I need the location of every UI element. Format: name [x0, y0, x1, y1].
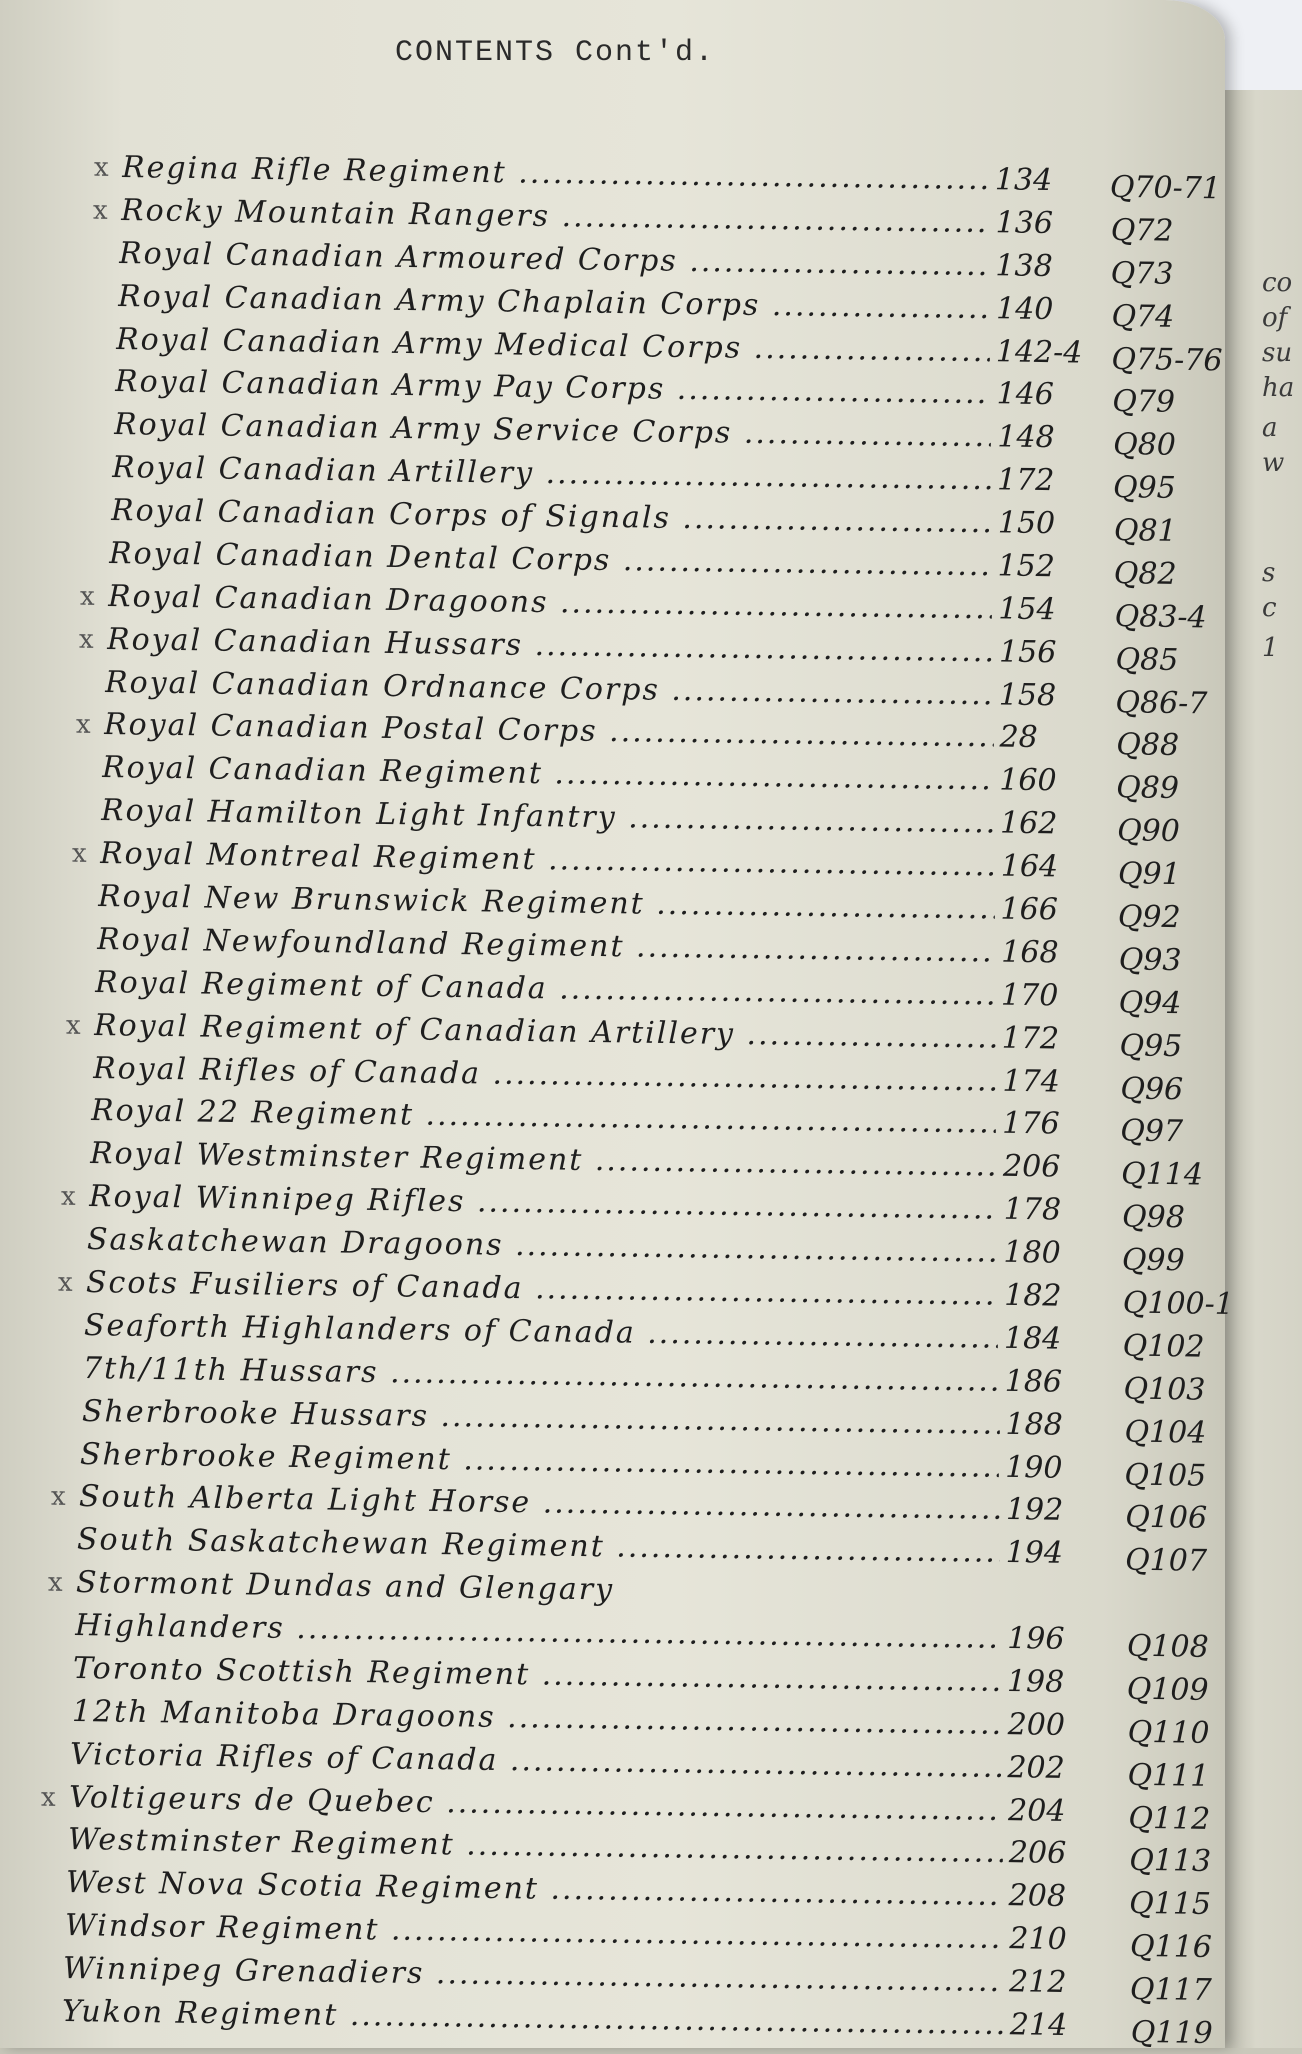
reference-code: Q107 — [1125, 1542, 1208, 1580]
page-number: 174 — [1001, 1063, 1060, 1100]
entry-title: Scots Fusiliers of Canada ..... — [85, 1263, 998, 1316]
reference-code: Q95 — [1119, 1027, 1183, 1064]
page-number: 184 — [1004, 1320, 1062, 1357]
page-number: 192 — [1005, 1492, 1064, 1529]
reference-code: Q72 — [1110, 212, 1174, 249]
entry-title: Royal Westminster Regiment ..... — [90, 1134, 998, 1187]
page-number: 186 — [1004, 1363, 1063, 1400]
handwritten-mark: x — [71, 838, 87, 869]
entry-title: Royal Rifles of Canada ..... — [92, 1049, 996, 1102]
page-number: 140 — [995, 290, 1054, 327]
reference-code: Q73 — [1110, 255, 1174, 292]
handwritten-mark: x — [93, 152, 109, 183]
page-number: 176 — [1002, 1106, 1061, 1142]
page-number: 214 — [1009, 2007, 1068, 2044]
reference-code: Q89 — [1116, 770, 1180, 807]
reference-code: Q81 — [1113, 513, 1177, 549]
entry-title: West Nova Scotia Regiment ..... — [66, 1863, 1003, 1916]
handwritten-mark: x — [40, 1782, 56, 1813]
adjacent-page-fragment: c — [1262, 593, 1277, 623]
reference-code: Q116 — [1129, 1929, 1212, 1966]
reference-code: Q103 — [1123, 1371, 1206, 1408]
entry-title: Saskatchewan Dragoons ..... — [87, 1220, 998, 1273]
page-number: 196 — [1006, 1621, 1065, 1657]
entry-title: Regina Rifle Regiment ..... — [122, 148, 989, 200]
handwritten-mark: x — [50, 1482, 66, 1513]
page-number: 136 — [995, 205, 1053, 241]
reference-code: Q106 — [1124, 1500, 1208, 1537]
entry-title: Royal Canadian Army Chaplain Corps ..... — [118, 277, 991, 329]
page-number: 164 — [1000, 848, 1059, 885]
entry-title: Rocky Mountain Rangers ..... — [120, 191, 989, 243]
page-title: CONTENTS Cont'd. — [395, 36, 716, 70]
reference-code: Q100-1 — [1122, 1285, 1234, 1322]
reference-code: Q117 — [1130, 1972, 1213, 2009]
entry-title: Windsor Regiment ..... — [65, 1906, 1004, 1959]
reference-code: Q112 — [1128, 1800, 1211, 1837]
entry-title: Royal 22 Regiment ..... — [91, 1091, 997, 1144]
entry-title: Royal Canadian Hussars ..... — [106, 620, 993, 672]
page-number: 204 — [1007, 1792, 1066, 1829]
entry-title: Royal Canadian Dragoons ..... — [108, 577, 993, 629]
page-number: 156 — [998, 634, 1057, 670]
page-number: 172 — [1001, 1020, 1060, 1057]
adjacent-page-fragment: su — [1262, 338, 1293, 368]
page-number: 206 — [1008, 1835, 1067, 1872]
page-number: 166 — [1000, 891, 1059, 928]
page-number: 148 — [996, 419, 1055, 456]
page-number: 158 — [998, 677, 1057, 713]
reference-code: Q115 — [1129, 1886, 1212, 1923]
entry-title: Toronto Scottish Regiment ..... — [73, 1649, 1001, 1702]
handwritten-mark: x — [75, 710, 91, 741]
entry-title: Stormont Dundas and Glengary — [75, 1565, 615, 1608]
entry-title: Royal Regiment of Canadian Artillery ..... — [94, 1006, 996, 1059]
adjacent-page-fragment: ha — [1262, 373, 1295, 403]
page-number: 172 — [997, 462, 1055, 499]
reference-code: Q94 — [1118, 985, 1183, 1021]
handwritten-mark: x — [78, 624, 94, 655]
page-number: 208 — [1008, 1878, 1067, 1915]
reference-code: Q96 — [1119, 1070, 1184, 1107]
reference-code: Q74 — [1111, 298, 1175, 335]
entry-title: 12th Manitoba Dragoons ..... — [71, 1692, 1001, 1745]
entry-title: Royal Canadian Ordnance Corps ..... — [105, 663, 993, 715]
adjacent-page-fragment: 1 — [1262, 633, 1279, 663]
entry-title: Royal Canadian Armoured Corps ..... — [119, 234, 990, 286]
reference-code: Q113 — [1128, 1843, 1211, 1880]
reference-code: Q90 — [1116, 813, 1181, 850]
entry-title: Royal Canadian Postal Corps ..... — [104, 705, 994, 757]
reference-code: Q92 — [1117, 899, 1182, 936]
entry-title: Royal Winnipeg Rifles ..... — [88, 1177, 997, 1230]
entry-title: 7th/11th Hussars ..... — [83, 1349, 999, 1402]
reference-code: Q109 — [1126, 1671, 1209, 1708]
handwritten-mark: x — [65, 1010, 81, 1041]
reference-code: Q114 — [1120, 1156, 1204, 1193]
page-number: 152 — [997, 548, 1056, 585]
reference-code: Q97 — [1120, 1113, 1184, 1150]
reference-code: Q88 — [1115, 727, 1180, 764]
page-number: 212 — [1009, 1964, 1068, 2001]
reference-code: Q98 — [1121, 1199, 1185, 1236]
handwritten-mark: x — [57, 1267, 73, 1298]
entry-title: Sherbrooke Hussars ..... — [81, 1392, 999, 1445]
reference-code: Q111 — [1127, 1757, 1210, 1794]
reference-code: Q86-7 — [1115, 684, 1208, 721]
page-number: 200 — [1007, 1706, 1065, 1743]
reference-code: Q82 — [1113, 555, 1178, 592]
page-number: 202 — [1007, 1749, 1066, 1786]
reference-code: Q110 — [1127, 1714, 1210, 1751]
reference-code: Q119 — [1130, 2014, 1213, 2052]
reference-code: Q91 — [1117, 856, 1181, 893]
entry-title: Royal Regiment of Canada ..... — [95, 963, 996, 1016]
entry-title: Royal Newfoundland Regiment ..... — [97, 920, 996, 973]
reference-code: Q93 — [1118, 942, 1182, 979]
page-number: 134 — [994, 162, 1053, 198]
entry-title: Royal Canadian Artillery ..... — [112, 448, 992, 500]
entry-title: South Alberta Light Horse ..... — [78, 1477, 1000, 1530]
entry-title: Royal Canadian Army Pay Corps ..... — [115, 362, 991, 414]
handwritten-mark: x — [79, 581, 95, 612]
page-number: 160 — [999, 762, 1058, 799]
handwritten-mark: x — [92, 195, 108, 226]
reference-code: Q99 — [1121, 1242, 1186, 1279]
page-number: 142-4 — [996, 333, 1084, 371]
entry-title: Royal Canadian Army Medical Corps ..... — [116, 320, 990, 372]
adjacent-page-fragment: of — [1262, 303, 1288, 333]
page-number: 168 — [1000, 934, 1059, 971]
page-number: 194 — [1005, 1535, 1064, 1572]
entry-title: Westminster Regiment ..... — [67, 1820, 1002, 1873]
entry-title: Yukon Regiment ..... — [62, 1992, 1004, 2045]
page-number: 146 — [996, 376, 1055, 413]
page-number: 188 — [1004, 1406, 1063, 1443]
entry-title: Royal Montreal Regiment ..... — [99, 834, 994, 886]
entry-title: Victoria Rifles of Canada ..... — [70, 1735, 1002, 1788]
entry-title: South Saskatchewan Regiment ..... — [77, 1520, 1000, 1573]
entry-title: Royal Canadian Regiment ..... — [102, 748, 994, 800]
reference-code: Q70-71 — [1109, 169, 1222, 207]
page-number: 154 — [998, 591, 1056, 628]
page-number: 206 — [1002, 1149, 1061, 1185]
entry-title: Sherbrooke Regiment ..... — [80, 1435, 1000, 1488]
page-number: 178 — [1003, 1191, 1061, 1228]
entry-title: Royal Canadian Dental Corps ..... — [109, 534, 992, 586]
page-number: 170 — [1001, 977, 1060, 1014]
adjacent-page-fragment: a — [1262, 413, 1278, 443]
reference-code: Q102 — [1122, 1328, 1206, 1365]
reference-code: Q79 — [1112, 384, 1176, 421]
page-number: 138 — [995, 248, 1054, 284]
page-number: 28 — [999, 719, 1038, 756]
reference-code: Q95 — [1112, 470, 1177, 507]
page-number: 190 — [1005, 1449, 1063, 1486]
entry-title: Voltigeurs de Quebec ..... — [69, 1778, 1003, 1831]
reference-code: Q85 — [1114, 641, 1179, 678]
page-number: 182 — [1003, 1277, 1062, 1314]
entry-title: Royal Canadian Army Service Corps ..... — [113, 405, 991, 457]
page-number: 210 — [1008, 1921, 1067, 1958]
page-number: 180 — [1003, 1234, 1062, 1271]
adjacent-page-fragment: s — [1262, 558, 1276, 588]
entry-title: Highlanders ..... — [74, 1606, 1001, 1659]
reference-code: Q105 — [1124, 1457, 1207, 1494]
reference-code: Q83-4 — [1114, 598, 1207, 636]
adjacent-page-fragment: co — [1262, 268, 1293, 298]
reference-code: Q104 — [1123, 1414, 1207, 1451]
page-number: 198 — [1006, 1663, 1065, 1700]
reference-code: Q80 — [1112, 427, 1176, 464]
adjacent-page-fragment: w — [1262, 448, 1285, 478]
handwritten-mark: x — [47, 1567, 63, 1598]
handwritten-mark: x — [60, 1181, 76, 1213]
reference-code: Q108 — [1126, 1628, 1209, 1665]
entry-title: Royal New Brunswick Regiment ..... — [98, 877, 995, 930]
page-number: 162 — [999, 805, 1058, 842]
entry-title: Royal Canadian Corps of Signals ..... — [111, 491, 992, 543]
entry-title: Seaforth Highlanders of Canada ..... — [84, 1306, 999, 1359]
entry-title: Winnipeg Grenadiers ..... — [63, 1949, 1004, 2002]
reference-code: Q75-76 — [1111, 341, 1224, 378]
page-number: 150 — [997, 505, 1056, 542]
entry-title: Royal Hamilton Light Infantry ..... — [101, 791, 995, 843]
